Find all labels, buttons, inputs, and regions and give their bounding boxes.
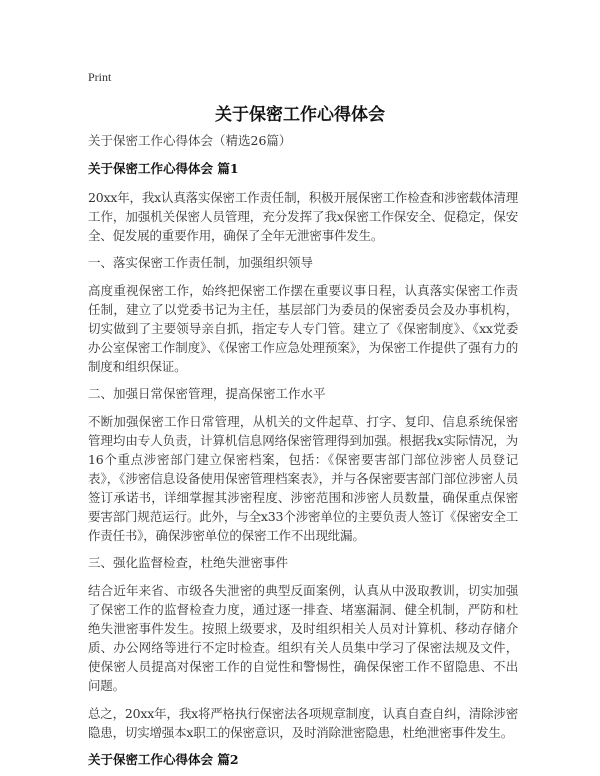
article-1-summary: 总之，20xx年，我x将严格执行保密法各项规章制度，认真自查自纠，清除涉密隐患，切实增强本x职工的保密意识，及时消除泄密隐患，杜绝泄密事件发生。 xyxy=(88,706,518,740)
article-1-subheading-1: 一、落实保密工作责任制，加强组织领导 xyxy=(88,255,314,270)
article-1-paragraph-3: 结合近年来省、市级各失泄密的典型反面案例，认真从中汲取教训，切实加强了保密工作的监督检查力度，通过逐一排查、堵塞漏洞、健全机制，严防和杜绝失泄密事件发生。按照上级要求，及时组织相关人员对计算机、移动存储介质、办公网络等进行不定时检查。组织有关人员集中学习了保密法规及文件，使保密人员提高对保密工作的自觉性和警惕性，确保保密工作不留隐患、不出问题。 xyxy=(88,583,518,693)
page-title: 关于保密工作心得体会 xyxy=(215,105,385,125)
article-1-heading: 关于保密工作心得体会 篇1 xyxy=(88,161,239,176)
document-body xyxy=(88,132,518,776)
article-1-paragraph-1: 高度重视保密工作，始终把保密工作摆在重要议事日程，认真落实保密工作责任制，建立了以党委书记为主任，基层部门为委员的保密委员会及办事机构，切实做到了主要领导亲自抓，指定专人专门管。建立了《保密制度》、《xx党委办公室保密工作制度》、《保密工作应急处理预案》，为保密工作提供了强有力的制度和组织保证。 xyxy=(88,283,518,374)
document-subtitle: 关于保密工作心得体会（精选26篇） xyxy=(88,133,292,148)
article-1-subheading-2: 二、加强日常保密管理，提高保密工作水平 xyxy=(88,386,326,401)
article-2-heading: 关于保密工作心得体会 篇2 xyxy=(88,752,239,767)
article-1-subheading-3: 三、强化监督检查，杜绝失泄密事件 xyxy=(88,555,289,570)
article-1-intro: 20xx年，我x认真落实保密工作责任制，积极开展保密工作检查和涉密载体清理工作，加强机关保密人员管理，充分发挥了我x保密工作保安全、促稳定，保安全、促发展的重要作用，确保了全年无泄密事件发生。 xyxy=(88,190,518,243)
article-1-paragraph-2: 不断加强保密工作日常管理，从机关的文件起草、打字、复印、信息系统保密管理均由专人负责，计算机信息网络保密管理得到加强。根据我x实际情况，为16个重点涉密部门建立保密档案，包括：《保密要害部门部位涉密人员登记表》，《涉密信息设备使用保密管理档案表》，并与各保密要害部门部位涉密人员签订承诺书，详细掌握其涉密程度、涉密范围和涉密人员数量，确保重点保密要害部门规范运行。此外，与全x33个涉密单位的主要负责人签订《保密安全工作责任书》，确保涉密单位的保密工作不出现纰漏。 xyxy=(88,414,518,543)
print-label[interactable]: Print xyxy=(88,70,112,84)
